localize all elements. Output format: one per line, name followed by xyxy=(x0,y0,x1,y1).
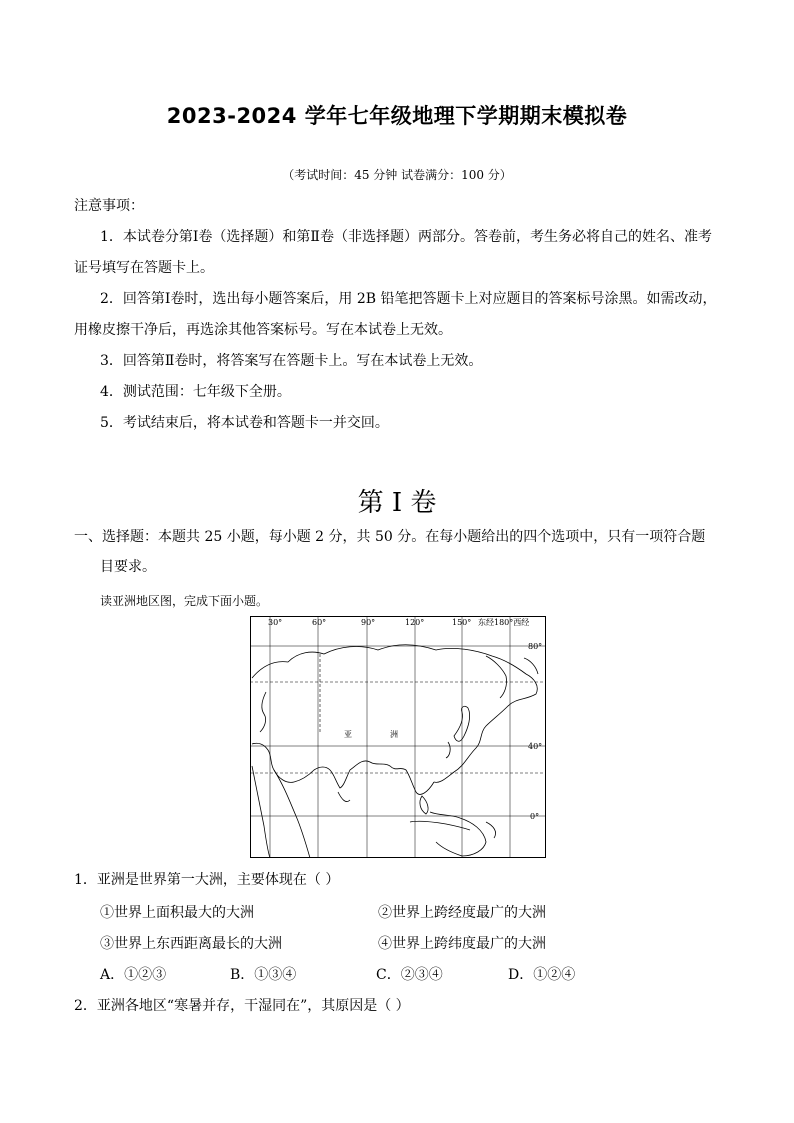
notice-item-2: 2．回答第Ⅰ卷时，选出每小题答案后，用 2B 铅笔把答题卡上对应题目的答案标号涂黑。如需改动， xyxy=(100,291,717,307)
lat-label-80: 80° xyxy=(528,642,543,651)
question-1-stem: 1．亚洲是世界第一大洲，主要体现在（ ） xyxy=(74,872,340,888)
lat-label-0: 0° xyxy=(530,812,540,821)
question-1-statement-4: ④世界上跨纬度最广的大洲 xyxy=(378,936,546,952)
volume-title: 第 I 卷 xyxy=(357,488,437,518)
notice-item-3: 3．回答第Ⅱ卷时，将答案写在答题卡上。写在本试卷上无效。 xyxy=(100,353,483,369)
section-heading-cont: 目要求。 xyxy=(100,559,156,575)
notice-item-4: 4．测试范围：七年级下全册。 xyxy=(100,384,291,400)
lon-label-60: 60° xyxy=(312,618,327,627)
asia-map xyxy=(250,616,546,858)
map-frame xyxy=(251,617,546,858)
region-label-zhou: 洲 xyxy=(390,730,398,739)
question-1-choice-a: A．①②③ xyxy=(100,967,167,983)
question-1-statement-2: ②世界上跨经度最广的大洲 xyxy=(378,905,546,921)
notice-item-1-cont: 证号填写在答题卡上。 xyxy=(74,260,214,276)
page-title: 2023-2024 学年七年级地理下学期期末模拟卷 xyxy=(166,104,628,128)
question-1-statement-1: ①世界上面积最大的大洲 xyxy=(100,905,254,921)
lon-label-150: 150° xyxy=(452,618,472,627)
question-1-choice-b: B．①③④ xyxy=(230,967,297,983)
lon-label-90: 90° xyxy=(361,618,376,627)
question-1-choice-d: D．①②④ xyxy=(508,967,576,983)
notice-heading: 注意事项： xyxy=(74,198,144,214)
region-label-ya: 亚 xyxy=(344,730,352,739)
section-heading: 一、选择题：本题共 25 小题，每小题 2 分，共 50 分。在每小题给出的四个选项中，只有一项符合题 xyxy=(74,529,706,545)
question-1-choice-c: C．②③④ xyxy=(376,967,443,983)
lon-label-30: 30° xyxy=(268,618,283,627)
question-1-statement-3: ③世界上东西距离最长的大洲 xyxy=(100,936,282,952)
notice-item-2-cont: 用橡皮擦干净后，再选涂其他答案标号。写在本试卷上无效。 xyxy=(74,322,452,338)
notice-item-5: 5．考试结束后，将本试卷和答题卡一并交回。 xyxy=(100,415,389,431)
question-2-stem: 2．亚洲各地区“寒暑并存，干湿同在”，其原因是（ ） xyxy=(74,998,410,1014)
notice-item-1: 1．本试卷分第Ⅰ卷（选择题）和第Ⅱ卷（非选择题）两部分。答卷前，考生务必将自己的姓名、准考 xyxy=(100,229,712,245)
lon-label-180: 东经180°西经 xyxy=(478,618,530,627)
lon-label-120: 120° xyxy=(405,618,425,627)
map-instruction: 读亚洲地区图，完成下面小题。 xyxy=(100,594,269,608)
lat-label-40: 40° xyxy=(528,742,543,751)
exam-info: （考试时间：45 分钟 试卷满分：100 分） xyxy=(282,168,512,182)
